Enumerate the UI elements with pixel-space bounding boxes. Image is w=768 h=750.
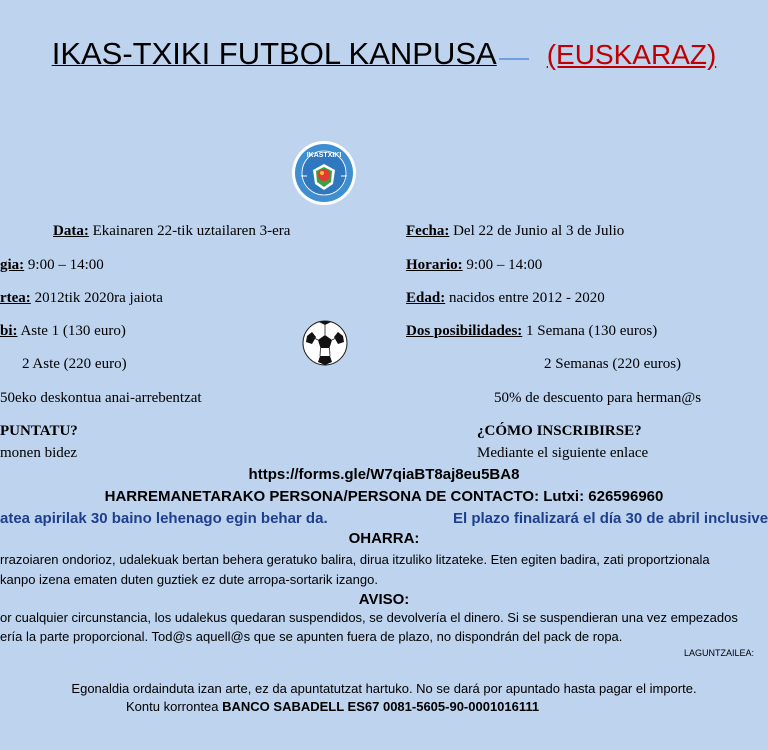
left-date-label: Data: — [53, 223, 89, 239]
right-date-value: Del 22 de Junio al 3 de Julio — [449, 223, 625, 239]
bank-account-label: Kontu korrontea — [126, 699, 223, 714]
title-decoration — [499, 58, 529, 60]
right-hours-value: 9:00 – 14:00 — [462, 257, 543, 273]
sponsor-label: LAGUNTZAILEA: — [684, 648, 755, 658]
left-hours-label: gia: — [0, 257, 25, 273]
payment-note: Egonaldia ordainduta izan arte, ez da apuntatutzat hartuko. No se dará por apuntado hasta pagar el importe. — [71, 681, 697, 696]
notice-basque-line-1: rrazoiaren ondorioz, udalekuak bertan behera geratuko balira, dirua itzuliko litzateke. Eten egiten badira, zati proportzionala — [0, 552, 710, 567]
right-options-row — [406, 323, 657, 340]
left-discount: 50eko deskontua anai-arrebentzat — [0, 390, 202, 406]
logo-text: IKASTXIKI — [306, 152, 342, 159]
left-date-row — [53, 223, 290, 240]
left-hours-row — [0, 257, 104, 274]
right-hours-row — [406, 257, 542, 274]
left-options-row — [0, 323, 126, 340]
notice-spanish-line-2: ería la parte proporcional. Tod@s aquell@s que se apunten fuera de plazo, no dispondrán del pack de ropa. — [0, 629, 623, 644]
contact-person: HARREMANETARAKO PERSONA/PERSONA DE CONTACTO: Lutxi: 626596960 — [104, 488, 664, 505]
left-age-row — [0, 290, 163, 307]
title-language-tag: (EUSKARAZ) — [546, 39, 717, 70]
notice-spanish-title: AVISO: — [358, 591, 410, 608]
notice-basque-line-2: kanpo izena ematen duten guztiek ez dute arropa-sortarik izango. — [0, 572, 378, 587]
left-date-value: Ekainaren 22-tik uztailaren 3-era — [88, 223, 291, 239]
right-age-row — [406, 290, 605, 307]
notice-basque-title: OHARRA: — [348, 530, 420, 547]
bank-account-row — [126, 699, 539, 714]
right-age-label: Edad: — [406, 290, 446, 306]
left-how-title: PUNTATU? — [0, 423, 78, 439]
left-options-label: bi: — [0, 323, 18, 339]
right-options-label: Dos posibilidades: — [406, 323, 523, 339]
right-date-row — [406, 223, 624, 240]
left-age-value: 2012tik 2020ra jaiota — [30, 290, 163, 306]
deadline-spanish: El plazo finalizará el día 30 de abril inclusive — [453, 510, 768, 527]
right-option-2: 2 Semanas (220 euros) — [544, 356, 682, 372]
left-option-2: 2 Aste (220 euro) — [22, 356, 127, 372]
right-discount: 50% de descuento para herman@s — [494, 390, 702, 406]
club-crest-icon — [291, 140, 357, 206]
registration-link[interactable]: https://forms.gle/W7qiaBT8aj8eu5BA8 — [248, 466, 520, 483]
right-how-title: ¿CÓMO INSCRIBIRSE? — [477, 423, 642, 439]
right-how-text: Mediante el siguiente enlace — [477, 445, 649, 461]
right-options-value: 1 Semana (130 euros) — [522, 323, 658, 339]
notice-spanish-line-1: or cualquier circunstancia, los udalekus quedaran suspendidos, se devolvería el dinero. Si se suspendieran una vez empezados — [0, 610, 738, 625]
left-age-label: rtea: — [0, 290, 31, 306]
left-options-value: Aste 1 (130 euro) — [17, 323, 126, 339]
right-age-value: nacidos entre 2012 - 2020 — [445, 290, 605, 306]
page-title — [0, 36, 768, 72]
title-text: IKAS-TXIKI FUTBOL KANPUSA — [51, 36, 497, 71]
deadline-basque: atea apirilak 30 baino lehenago egin behar da. — [0, 510, 328, 527]
left-hours-value: 9:00 – 14:00 — [24, 257, 104, 273]
left-how-text: monen bidez — [0, 445, 78, 461]
bank-account-value: BANCO SABADELL ES67 0081-5605-90-0001016111 — [222, 699, 540, 714]
right-date-label: Fecha: — [406, 223, 450, 239]
right-hours-label: Horario: — [406, 257, 463, 273]
soccer-ball-icon — [302, 320, 348, 366]
